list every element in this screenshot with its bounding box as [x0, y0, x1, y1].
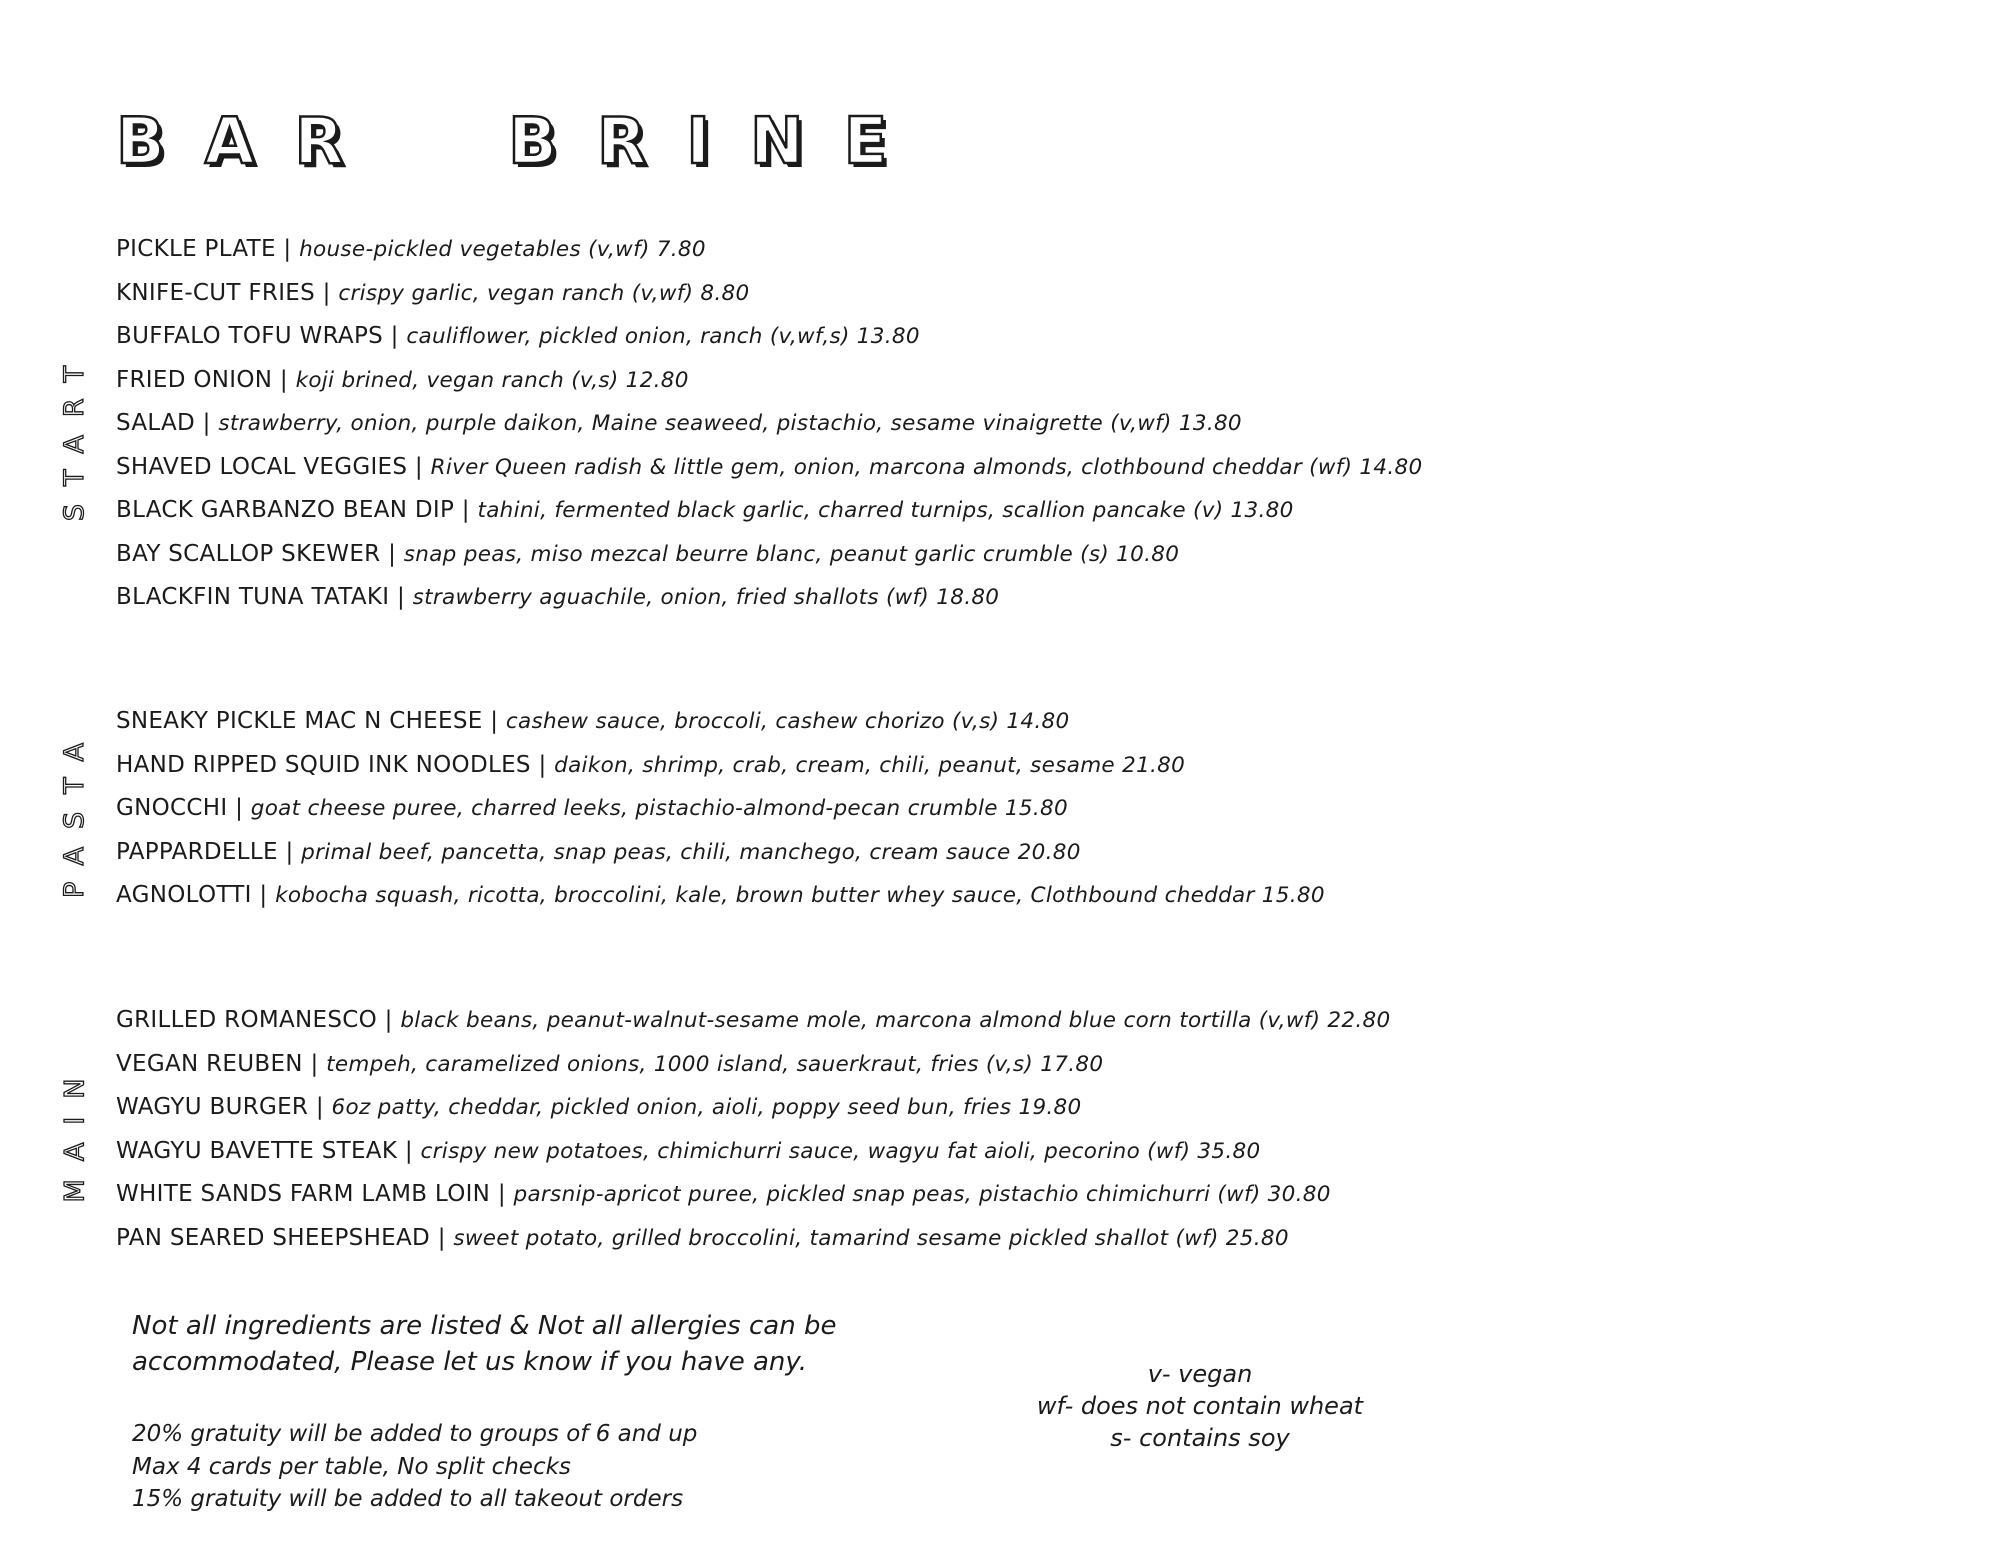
menu-item-description: strawberry, onion, purple daikon, Maine seaweed, pistachio, sesame vinaigrette (v,wf) 13.80 [218, 411, 1242, 436]
menu-item-description: primal beef, pancetta, snap peas, chili, manchego, cream sauce 20.80 [301, 839, 1081, 865]
menu-item-name: GNOCCHI [116, 795, 228, 821]
menu-item [116, 1086, 1390, 1130]
menu-item-description: daikon, shrimp, crab, cream, chili, peanut, sesame 21.80 [554, 752, 1186, 778]
menu-item-description: parsnip-apricot puree, pickled snap peas, pistachio chimichurri (wf) 30.80 [513, 1182, 1331, 1207]
menu-item-description: tempeh, caramelized onions, 1000 island, sauerkraut, fries (v,s) 17.80 [326, 1051, 1104, 1077]
menu-item-separator: | [390, 323, 399, 349]
menu-item-separator: | [396, 584, 406, 610]
menu-item [116, 576, 1422, 620]
menu-item-separator: | [538, 751, 547, 778]
menu-item-name: BLACKFIN TUNA TATAKI [116, 584, 390, 610]
menu-item-name: SALAD [116, 410, 196, 436]
menu-item-description: kobocha squash, ricotta, broccolini, kale, brown butter whey sauce, Clothbound cheddar 15.80 [275, 883, 1325, 908]
menu-item [116, 874, 1325, 918]
menu-item-separator: | [414, 453, 423, 480]
menu-item [116, 999, 1390, 1043]
menu-item [116, 533, 1422, 577]
section-main [116, 999, 1390, 1260]
menu-item-separator: | [384, 1007, 393, 1033]
allergy-note-line: accommodated, Please let us know if you have any. [132, 1347, 808, 1377]
menu-item-separator: | [322, 279, 331, 306]
menu-item-name: FRIED ONION [116, 366, 273, 393]
menu-item-name: PAN SEARED SHEEPSHEAD [116, 1224, 431, 1251]
menu-item-description: snap peas, miso mezcal beurre blanc, peanut garlic crumble (s) 10.80 [403, 541, 1180, 567]
menu-item-name: HAND RIPPED SQUID INK NOODLES [116, 751, 531, 778]
menu-item-name: WAGYU BURGER [116, 1094, 309, 1120]
section-pasta [116, 700, 1325, 918]
menu-item-separator: | [315, 1094, 324, 1120]
gratuity-takeout-note: 15% gratuity will be added to all takeout orders [132, 1486, 684, 1512]
menu-item-description: crispy new potatoes, chimichurri sauce, wagyu fat aioli, pecorino (wf) 35.80 [420, 1138, 1261, 1164]
menu-item-description: strawberry aguachile, onion, fried shallots (wf) 18.80 [412, 585, 1000, 610]
menu-item-separator: | [285, 838, 294, 865]
menu-item [116, 1043, 1390, 1087]
menu-item-separator: | [202, 410, 211, 436]
section-label-pasta: PASTA [59, 724, 91, 898]
menu-item-description: sweet potato, grilled broccolini, tamarind sesame pickled shallot (wf) 25.80 [453, 1225, 1289, 1251]
menu-item-separator: | [404, 1137, 413, 1164]
menu-item-separator: | [461, 497, 470, 523]
menu-item-name: KNIFE-CUT FRIES [116, 279, 316, 306]
menu-item [116, 446, 1422, 490]
section-start [116, 228, 1422, 620]
menu-item-separator: | [437, 1224, 446, 1251]
menu-item-name: AGNOLOTTI [116, 882, 252, 908]
restaurant-title: BAR BRINE [116, 105, 928, 179]
menu-item-description: 6oz patty, cheddar, pickled onion, aioli, poppy seed bun, fries 19.80 [331, 1095, 1082, 1120]
menu-item-separator: | [235, 795, 244, 821]
dietary-legend [980, 1358, 1420, 1454]
menu-item-name: VEGAN REUBEN [116, 1050, 303, 1077]
menu-item-description: crispy garlic, vegan ranch (v,wf) 8.80 [338, 280, 750, 306]
menu-item [116, 228, 1422, 272]
menu-item-name: PAPPARDELLE [116, 838, 278, 865]
menu-item-description: koji brined, vegan ranch (v,s) 12.80 [295, 367, 689, 393]
menu-item-description: black beans, peanut-walnut-sesame mole, marcona almond blue corn tortilla (v,wf) 22.80 [400, 1008, 1391, 1033]
legend-vegan: v- vegan [1147, 1360, 1253, 1388]
menu-item-description: tahini, fermented black garlic, charred turnips, scallion pancake (v) 13.80 [477, 498, 1294, 523]
policy-notes [132, 1418, 697, 1516]
menu-item-separator: | [279, 366, 288, 393]
menu-item-name: BLACK GARBANZO BEAN DIP [116, 497, 455, 523]
menu-item-name: BUFFALO TOFU WRAPS [116, 323, 384, 349]
legend-soy: s- contains soy [1110, 1424, 1290, 1452]
menu-item-description: cauliflower, pickled onion, ranch (v,wf,s) 13.80 [406, 324, 920, 349]
legend-wheat: wf- does not contain wheat [1036, 1392, 1364, 1420]
menu-item-description: house-pickled vegetables (v,wf) 7.80 [299, 237, 706, 262]
menu-item-separator: | [259, 882, 268, 908]
menu-item [116, 831, 1325, 875]
menu-item [116, 700, 1325, 744]
menu-item-name: PICKLE PLATE [116, 236, 276, 262]
menu-item-description: River Queen radish & little gem, onion, marcona almonds, clothbound cheddar (wf) 14.80 [430, 454, 1423, 480]
menu-item [116, 315, 1422, 359]
menu-item-name: SNEAKY PICKLE MAC N CHEESE [116, 708, 483, 734]
menu-item [116, 402, 1422, 446]
menu-item-separator: | [497, 1181, 506, 1207]
menu-item [116, 272, 1422, 316]
gratuity-group-note: 20% gratuity will be added to groups of 6 and up [132, 1421, 698, 1447]
menu-item-description: goat cheese puree, charred leeks, pistachio-almond-pecan crumble 15.80 [250, 796, 1068, 821]
menu-item-separator: | [490, 708, 499, 734]
menu-item [116, 787, 1325, 831]
menu-item [116, 1130, 1390, 1174]
menu-item-separator: | [283, 236, 292, 262]
cards-note: Max 4 cards per table, No split checks [132, 1453, 571, 1480]
menu-item-name: WAGYU BAVETTE STEAK [116, 1137, 398, 1164]
section-label-main: MAIN [59, 1060, 91, 1202]
menu-item-name: BAY SCALLOP SKEWER [116, 540, 381, 567]
menu-item-description: cashew sauce, broccoli, cashew chorizo (v,s) 14.80 [505, 709, 1070, 734]
menu-item [116, 489, 1422, 533]
menu-item [116, 359, 1422, 403]
menu-item-name: SHAVED LOCAL VEGGIES [116, 453, 408, 480]
menu-item [116, 1217, 1390, 1261]
section-label-start: START [59, 347, 91, 521]
menu-item-separator: | [388, 540, 397, 567]
menu-item-name: GRILLED ROMANESCO [116, 1007, 378, 1033]
menu-item [116, 1173, 1390, 1217]
menu-item-separator: | [310, 1050, 319, 1077]
allergy-note [132, 1308, 836, 1380]
menu-item-name: WHITE SANDS FARM LAMB LOIN [116, 1181, 491, 1207]
menu-item [116, 744, 1325, 788]
allergy-note-line: Not all ingredients are listed & Not all allergies can be [132, 1311, 837, 1341]
